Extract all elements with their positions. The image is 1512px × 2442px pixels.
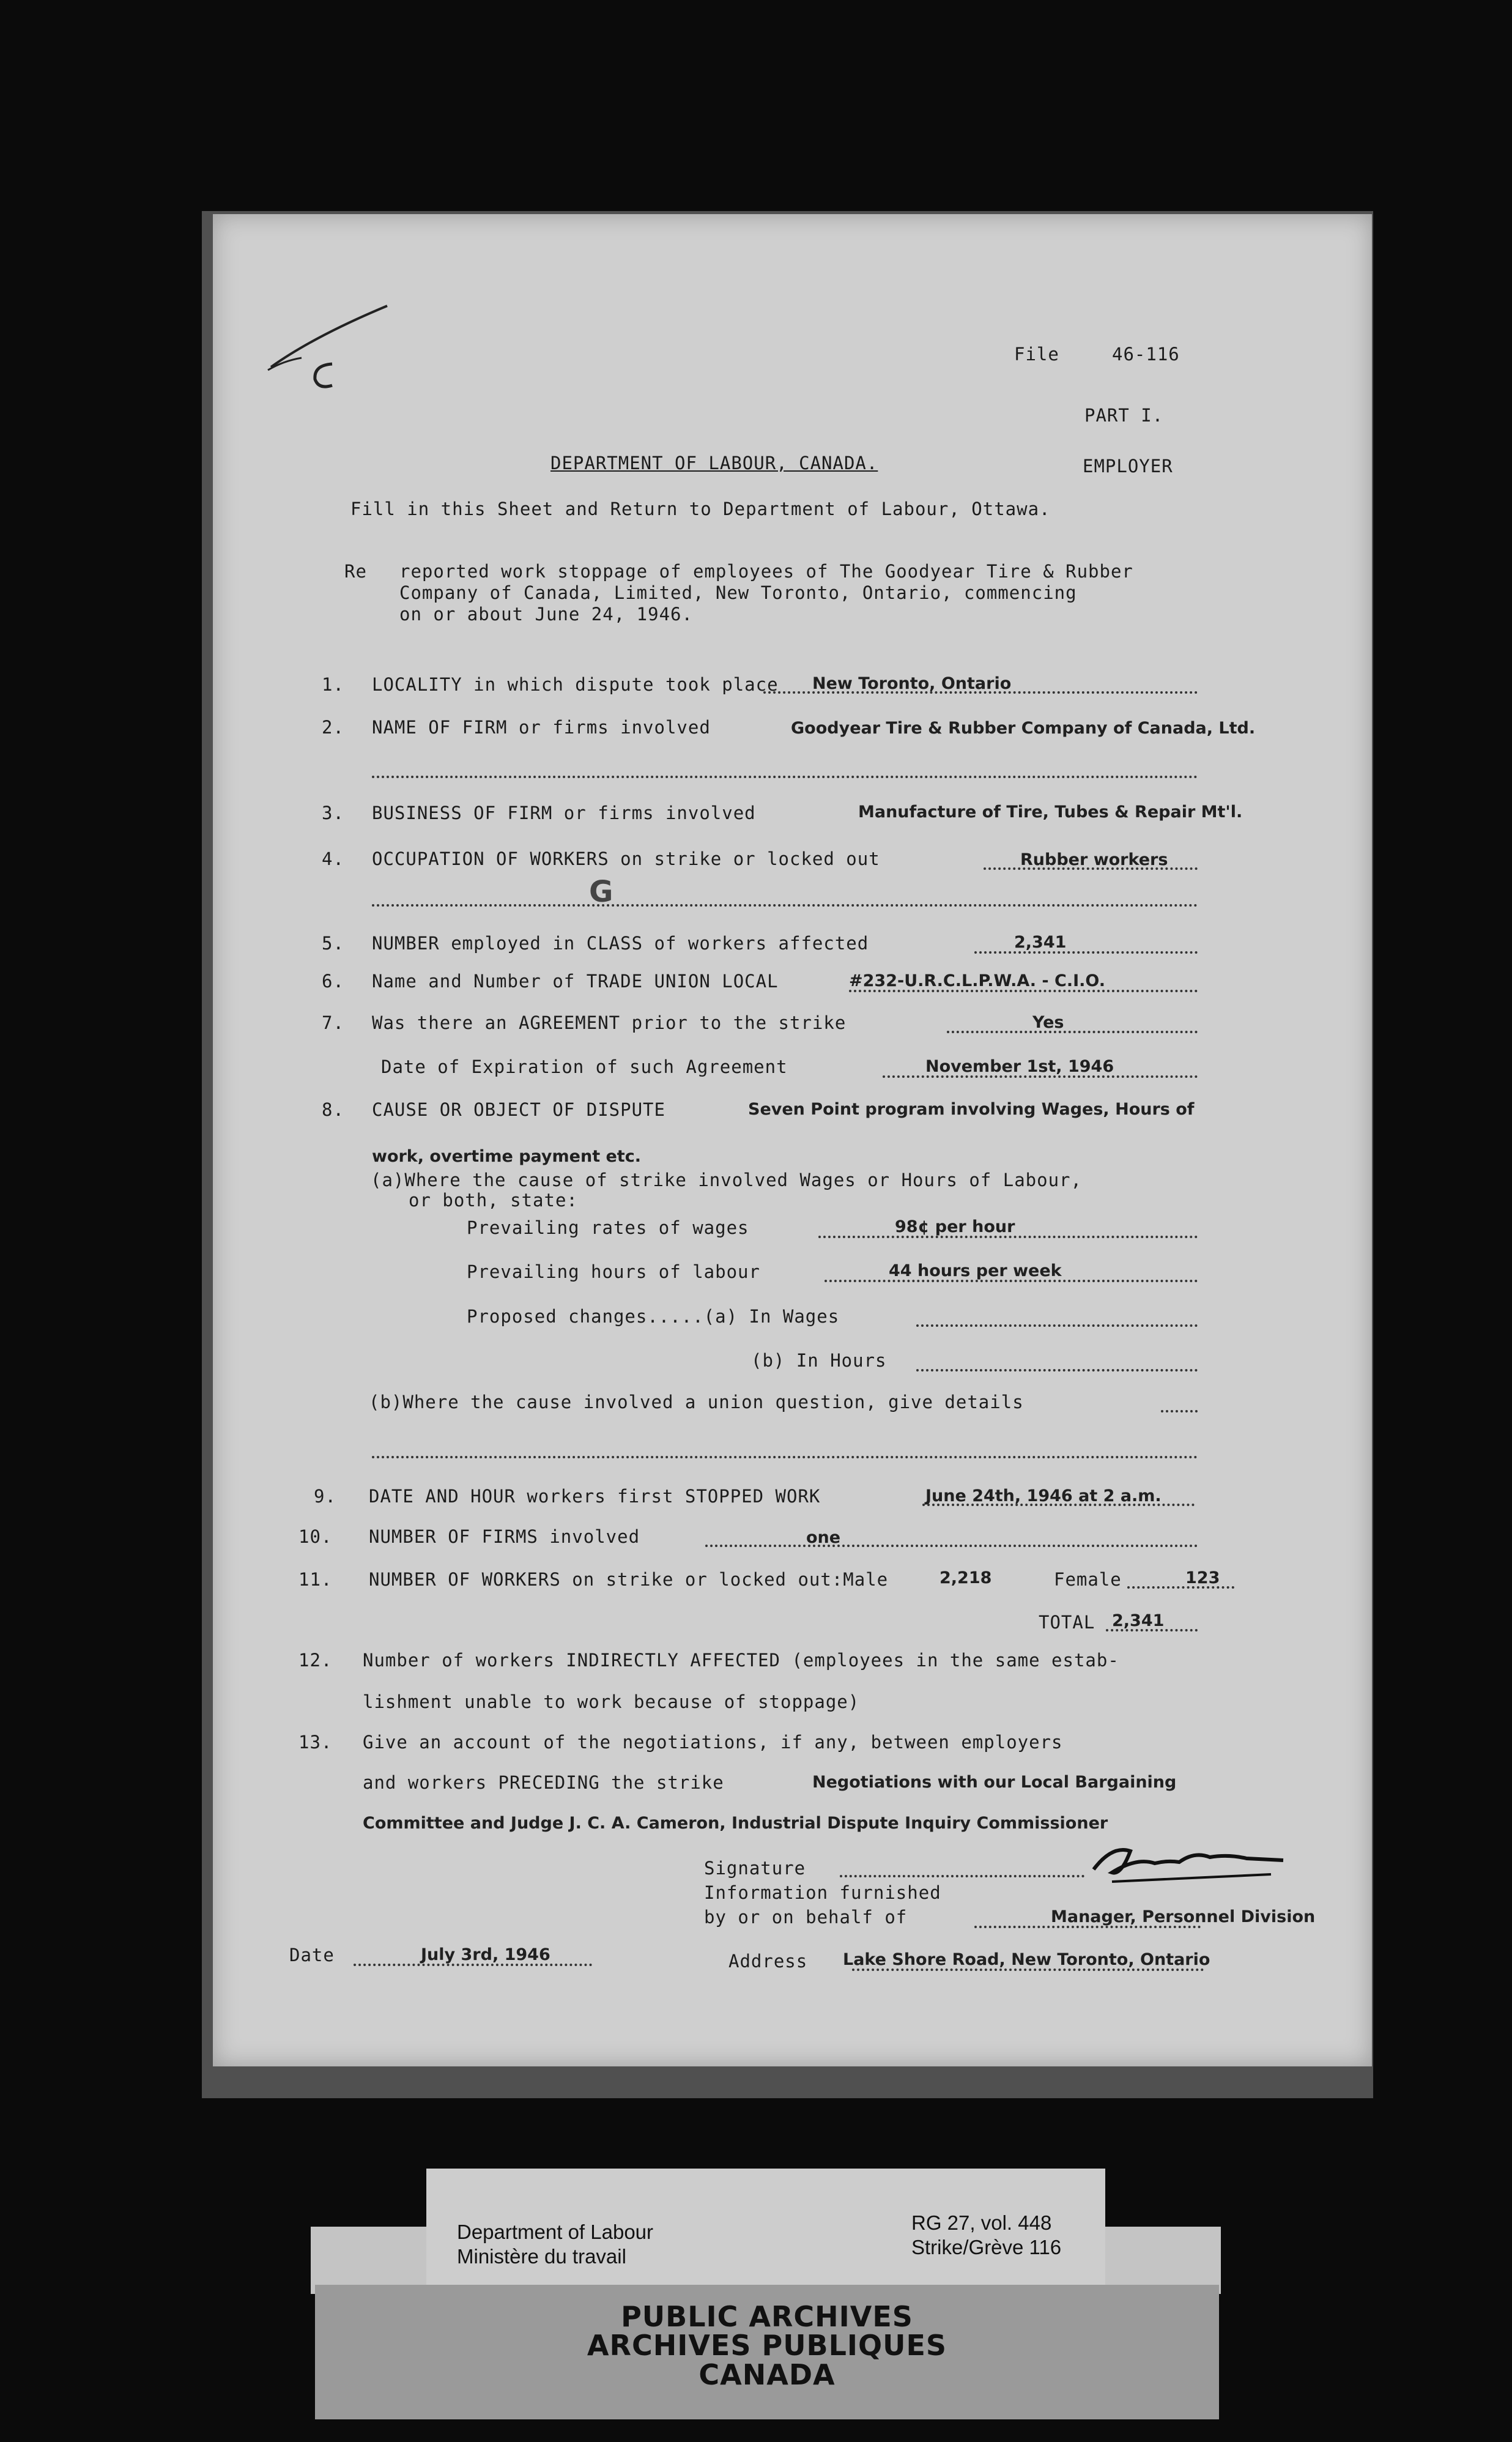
q6-number: 6. [322,971,344,992]
q12-number: 12. [298,1650,333,1671]
q7-sub-text: Date of Expiration of such Agreement [381,1056,788,1077]
handwritten-signature [1088,1839,1314,1888]
dept-name-en: Department of Labour [457,2221,654,2243]
q10-answer: one [806,1528,841,1547]
q8-a-line-2: or both, state: [409,1190,578,1211]
employer-label: EMPLOYER [1083,456,1173,477]
q13-line-1: Give an account of the negotiations, if any, between employers [363,1732,1063,1753]
q2-number: 2. [322,717,344,738]
q8-text: CAUSE OR OBJECT OF DISPUTE [372,1099,665,1120]
q6-text: Name and Number of TRADE UNION LOCAL [372,971,779,992]
q11-female-label: Female [1054,1569,1122,1590]
q1-answer: New Toronto, Ontario [812,674,1012,693]
q9-answer: June 24th, 1946 at 2 a.m. [925,1486,1162,1505]
q5-answer: 2,341 [1014,933,1067,952]
q2-extra-line [372,776,1198,778]
re-line-2: Company of Canada, Limited, New Toronto, Ontario, commencing [399,582,1077,603]
q8-b-line: (b)Where the cause involved a union question, give details [369,1392,1024,1412]
re-line-1: reported work stoppage of employees of The Goodyear Tire & Rubber [399,561,1133,582]
stamp-line-3: CANADA [699,2358,836,2391]
q8-in-hours-line [916,1369,1198,1371]
q10-answer-line [705,1545,1198,1547]
date-label: Date [289,1945,335,1965]
q8-wages-line [916,1324,1198,1327]
q6-answer: #232-U.R.C.L.P.W.A. - C.I.O. [849,971,1106,990]
re-line-3: on or about June 24, 1946. [399,604,693,625]
behalf-label: by or on behalf of [704,1907,908,1928]
q12-line-2: lishment unable to work because of stoppage) [363,1691,860,1712]
q11-female: 123 [1185,1568,1220,1587]
q8-number: 8. [322,1099,344,1120]
q1-text: LOCALITY in which dispute took place [372,674,779,695]
q9-number: 9. [314,1486,336,1507]
record-group-ref: RG 27, vol. 448 [911,2211,1052,2234]
q8-hours-label: Prevailing hours of labour [467,1261,760,1282]
q5-number: 5. [322,933,344,954]
q8-in-hours-label: (b) In Hours [751,1350,887,1371]
date-answer: July 3rd, 1946 [421,1945,550,1964]
q7-answer-line [947,1031,1198,1033]
dept-name-fr: Ministère du travail [457,2245,626,2268]
q5-answer-line [974,951,1198,954]
address-label: Address [728,1951,808,1972]
q4-text: OCCUPATION OF WORKERS on strike or locked out [372,848,880,869]
label-tab-right [1105,2227,1221,2294]
q4-number: 4. [322,848,344,869]
q11-total-line [1106,1629,1198,1631]
q8-rates-answer: 98¢ per hour [895,1217,1015,1236]
info-label: Information furnished [704,1882,941,1903]
q3-number: 3. [322,803,344,823]
signature-label: Signature [704,1858,806,1879]
stamp-line-1: PUBLIC ARCHIVES [621,2300,913,2333]
q5-text: NUMBER employed in CLASS of workers affected [372,933,869,954]
q8-answer-line-1: Seven Point program involving Wages, Hours of [748,1100,1195,1119]
q13-number: 13. [298,1732,333,1753]
q8-rates-label: Prevailing rates of wages [467,1217,749,1238]
archives-stamp-band [315,2285,1219,2419]
q8-hours-answer: 44 hours per week [889,1261,1062,1280]
q7-text: Was there an AGREEMENT prior to the strike [372,1012,847,1033]
q7-answer: Yes [1032,1013,1064,1032]
file-number: 46-116 [1112,344,1180,365]
strike-number: Strike/Grève 116 [911,2236,1062,2258]
file-label: File [1014,344,1059,365]
q1-number: 1. [322,674,344,695]
q8-b-line-dots [1161,1410,1198,1412]
q8-proposed-label: Proposed changes.....(a) In Wages [467,1306,840,1327]
pencil-g-mark: G [589,875,613,909]
department-title: DEPARTMENT OF LABOUR, CANADA. [550,453,878,473]
q11-text: NUMBER OF WORKERS on strike or locked out:Male [369,1569,889,1590]
q13-answer-line-2: Committee and Judge J. C. A. Cameron, Industrial Dispute Inquiry Commissioner [363,1814,1108,1833]
signature-line [840,1875,1084,1877]
q13-line-2: and workers PRECEDING the strike [363,1772,724,1793]
q11-total: 2,341 [1112,1611,1165,1630]
q13-answer-line-1: Negotiations with our Local Bargaining [812,1773,1177,1792]
q12-line-1: Number of workers INDIRECTLY AFFECTED (employees in the same estab- [363,1650,1119,1671]
q3-text: BUSINESS OF FIRM or firms involved [372,803,756,823]
q4-answer: Rubber workers [1020,850,1168,869]
label-tab-left [311,2227,427,2294]
address-answer: Lake Shore Road, New Toronto, Ontario [843,1950,1210,1969]
q2-text: NAME OF FIRM or firms involved [372,717,711,738]
circle-mark [308,358,344,395]
q11-total-label: TOTAL [1039,1612,1095,1633]
q2-answer: Goodyear Tire & Rubber Company of Canada, Ltd. [791,719,1256,738]
q10-text: NUMBER OF FIRMS involved [369,1526,640,1547]
q9-text: DATE AND HOUR workers first STOPPED WORK [369,1486,821,1507]
q11-number: 11. [298,1569,333,1590]
q8-b-extra-line [372,1456,1198,1458]
q7-sub-answer: November 1st, 1946 [925,1057,1114,1076]
q11-female-line [1127,1586,1234,1589]
q3-answer: Manufacture of Tire, Tubes & Repair Mt'l. [858,803,1243,822]
re-label: Re [344,561,367,582]
part-label: PART I. [1084,405,1164,426]
q4-extra-line [372,904,1198,907]
q9-answer-line [922,1504,1195,1506]
q7-number: 7. [322,1012,344,1033]
q10-number: 10. [298,1526,333,1547]
q8-answer-line-2: work, overtime payment etc. [372,1147,641,1166]
stamp-line-2: ARCHIVES PUBLIQUES [587,2329,947,2362]
q11-male: 2,218 [939,1568,992,1587]
instruction-line: Fill in this Sheet and Return to Department of Labour, Ottawa. [350,499,1051,519]
behalf-answer: Manager, Personnel Division [1051,1907,1316,1926]
labour-form-sheet [213,214,1372,2066]
q8-a-line-1: (a)Where the cause of strike involved Wages or Hours of Labour, [371,1170,1082,1190]
